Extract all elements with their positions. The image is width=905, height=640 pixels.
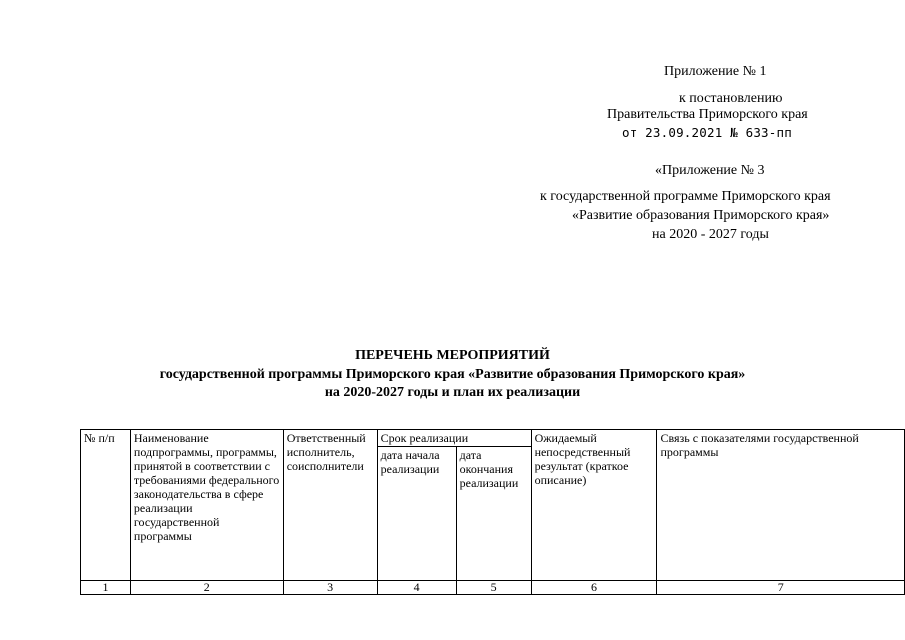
header-start: дата начала реализации bbox=[377, 447, 456, 581]
page-subtitle-years: на 2020-2027 годы и план их реализации bbox=[324, 385, 581, 400]
appendix-government: Правительства Приморского края bbox=[607, 107, 808, 122]
header-responsible: Ответственный исполнитель, соисполнители bbox=[283, 430, 377, 581]
column-number: 6 bbox=[531, 581, 657, 595]
header-name: Наименование подпрограммы, программы, принятой в соответствии с требованиями федерального законодательства в сфере реализации государственной программы bbox=[130, 430, 283, 581]
column-number: 3 bbox=[283, 581, 377, 595]
column-number: 1 bbox=[81, 581, 131, 595]
page-subtitle: государственной программы Приморского края «Развитие образования Приморского края» bbox=[159, 367, 746, 382]
page-title: ПЕРЕЧЕНЬ МЕРОПРИЯТИЙ bbox=[355, 348, 550, 363]
header-link: Связь с показателями государственной программы bbox=[657, 430, 905, 581]
header-no: № п/п bbox=[81, 430, 131, 581]
column-number: 5 bbox=[456, 581, 531, 595]
appendix-date-stamp: от 23.09.2021 № 633-пп bbox=[622, 125, 792, 140]
column-number: 4 bbox=[377, 581, 456, 595]
header-result: Ожидаемый непосредственный результат (краткое описание) bbox=[531, 430, 657, 581]
appendix3-program-name: «Развитие образования Приморского края» bbox=[572, 208, 830, 223]
appendix3-number: «Приложение № 3 bbox=[655, 163, 765, 178]
appendix-resolution: к постановлению bbox=[679, 91, 783, 106]
column-number: 2 bbox=[130, 581, 283, 595]
appendix3-program: к государственной программе Приморского края bbox=[540, 189, 831, 204]
header-period: Срок реализации bbox=[377, 430, 531, 447]
appendix3-years: на 2020 - 2027 годы bbox=[652, 227, 769, 242]
column-number: 7 bbox=[657, 581, 905, 595]
header-end: дата окончания реализации bbox=[456, 447, 531, 581]
appendix-number: Приложение № 1 bbox=[664, 64, 767, 79]
measures-table bbox=[80, 429, 905, 595]
